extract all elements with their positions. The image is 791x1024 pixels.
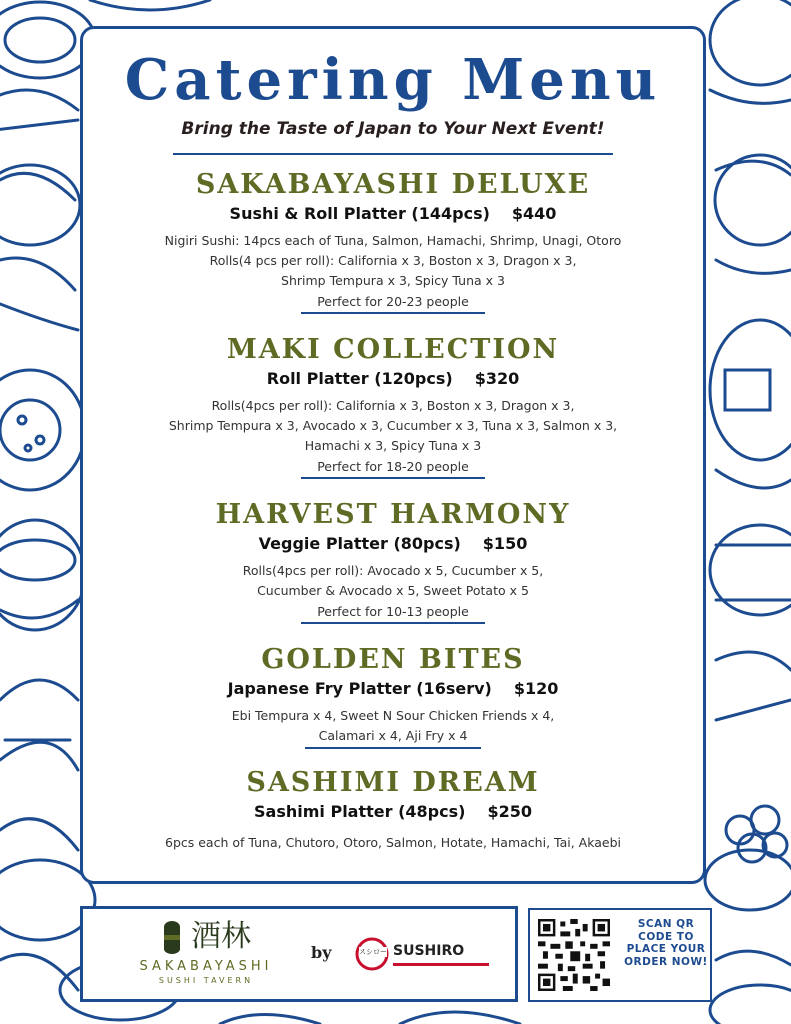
section-platter bbox=[83, 203, 703, 225]
section-name: HARVEST HARMONY bbox=[215, 499, 571, 530]
description-line: Nigiri Sushi: 14pcs each of Tuna, Salmon, Hamachi, Shrimp, Unagi, Otoro bbox=[164, 233, 622, 248]
sushi-roll-icon bbox=[161, 919, 183, 955]
logo-tagline: SUSHI TAVERN bbox=[158, 976, 254, 985]
page-title: Catering Menu bbox=[124, 47, 662, 113]
platter-name: Japanese Fry Platter (16serv) bbox=[227, 679, 492, 698]
logo-kanji: 酒林 bbox=[191, 919, 251, 954]
serving-size: Perfect for 20-23 people bbox=[301, 293, 485, 314]
sakabayashi-logo bbox=[121, 919, 291, 985]
platter-name: Roll Platter (120pcs) bbox=[266, 369, 453, 388]
sushiro-underline bbox=[393, 963, 489, 966]
section-name: SAKABAYASHI DELUXE bbox=[195, 169, 591, 200]
title-divider bbox=[173, 153, 613, 155]
page-subtitle: Bring the Taste of Japan to Your Next Event! bbox=[181, 119, 605, 139]
section-description bbox=[83, 833, 703, 853]
menu-section-sakabayashi-deluxe bbox=[83, 169, 703, 314]
footer-brand-panel bbox=[80, 906, 518, 1002]
section-platter bbox=[83, 368, 703, 390]
description-line: Calamari x 4, Aji Fry x 4 bbox=[305, 726, 482, 749]
section-platter bbox=[83, 801, 703, 823]
platter-price: $440 bbox=[511, 204, 557, 223]
section-platter bbox=[83, 533, 703, 555]
description-line: Rolls(4 pcs per roll): California x 3, Boston x 3, Dragon x 3, bbox=[209, 253, 577, 268]
platter-name: Sushi & Roll Platter (144pcs) bbox=[229, 204, 490, 223]
menu-section-golden-bites bbox=[83, 644, 703, 749]
serving-size: Perfect for 10-13 people bbox=[301, 603, 485, 624]
serving-size: Perfect for 18-20 people bbox=[301, 458, 485, 479]
by-label: by bbox=[311, 943, 332, 962]
platter-name: Veggie Platter (80pcs) bbox=[258, 534, 461, 553]
footer-qr-panel bbox=[528, 908, 712, 1002]
menu-section-maki-collection bbox=[83, 334, 703, 479]
description-line: Ebi Tempura x 4, Sweet N Sour Chicken Friends x 4, bbox=[231, 708, 555, 723]
menu-section-harvest-harmony bbox=[83, 499, 703, 624]
menu-section-sashimi-dream bbox=[83, 767, 703, 853]
platter-price: $320 bbox=[474, 369, 520, 388]
platter-price: $250 bbox=[487, 802, 532, 821]
platter-price: $120 bbox=[513, 679, 559, 698]
scan-instruction: SCAN QR CODE TO PLACE YOUR ORDER NOW! bbox=[624, 918, 708, 968]
section-description bbox=[83, 561, 703, 601]
description-line: 6pcs each of Tuna, Chutoro, Otoro, Salmon, Hotate, Hamachi, Tai, Akaebi bbox=[165, 835, 621, 850]
description-line: Rolls(4pcs per roll): California x 3, Boston x 3, Dragon x 3, bbox=[211, 398, 575, 413]
section-description bbox=[83, 231, 703, 291]
section-description bbox=[83, 396, 703, 456]
logo-name: SAKABAYASHI bbox=[139, 959, 273, 974]
logo-mark bbox=[121, 919, 291, 955]
section-name: GOLDEN BITES bbox=[261, 644, 525, 675]
platter-price: $150 bbox=[482, 534, 528, 553]
section-name: SASHIMI DREAM bbox=[246, 767, 540, 798]
description-line: Cucumber & Avocado x 5, Sweet Potato x 5 bbox=[257, 583, 529, 598]
description-line: Shrimp Tempura x 3, Spicy Tuna x 3 bbox=[281, 273, 505, 288]
menu-card bbox=[80, 26, 706, 884]
section-platter bbox=[83, 678, 703, 700]
platter-name: Sashimi Platter (48pcs) bbox=[254, 802, 466, 821]
description-line: Shrimp Tempura x 3, Avocado x 3, Cucumber x 3, Tuna x 3, Salmon x 3, bbox=[168, 418, 618, 433]
sushiro-kana: スシロー bbox=[359, 948, 387, 956]
description-line: Hamachi x 3, Spicy Tuna x 3 bbox=[304, 438, 482, 453]
section-name: MAKI COLLECTION bbox=[226, 334, 560, 365]
section-description bbox=[83, 706, 703, 749]
sushiro-logo bbox=[355, 937, 465, 975]
qr-code-icon[interactable] bbox=[538, 919, 610, 991]
sushiro-name: SUSHIRO bbox=[393, 943, 465, 959]
description-line: Rolls(4pcs per roll): Avocado x 5, Cucumber x 5, bbox=[242, 563, 544, 578]
